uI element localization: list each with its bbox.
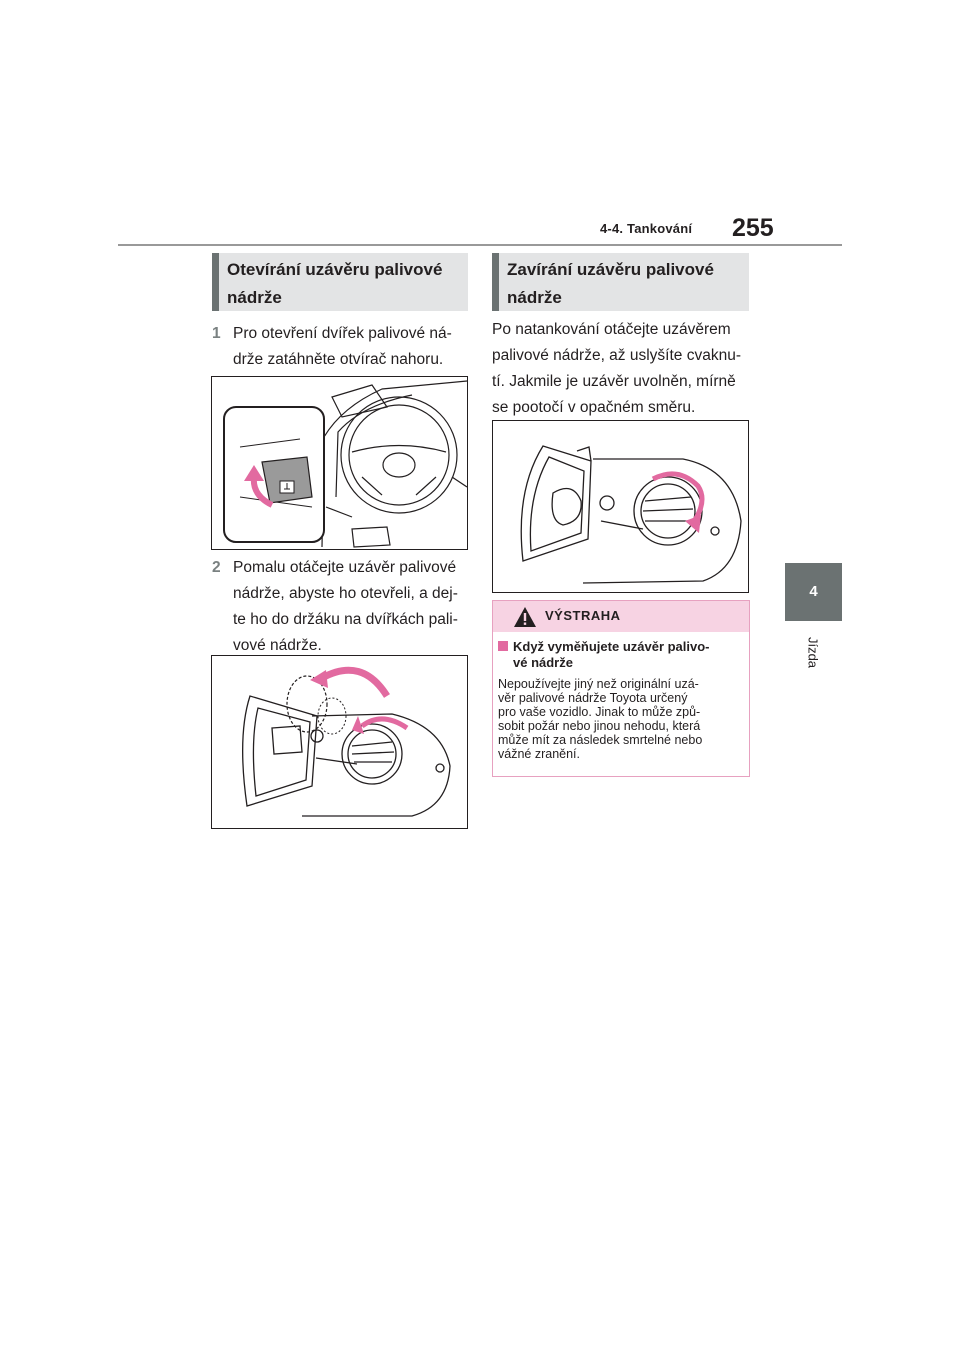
paragraph-line: palivové nádrže, až uslyšíte cvaknu- <box>492 347 741 364</box>
warning-title: VÝSTRAHA <box>545 608 621 623</box>
page-number: 255 <box>732 214 774 242</box>
chapter-number: 4 <box>809 583 818 600</box>
warning-line: sobit požár nebo jinou nehodu, která <box>498 719 701 733</box>
heading-closing <box>492 253 749 311</box>
section-title: 4-4. Tankování <box>600 221 693 236</box>
warning-triangle-icon <box>513 606 537 628</box>
step-line: te ho do držáku na dvířkách pali- <box>233 611 458 628</box>
closing-paragraph <box>492 317 754 421</box>
warning-line: věr palivové nádrže Toyota určený <box>498 691 688 705</box>
warning-body <box>498 677 743 761</box>
warning-line: může mít za následek smrtelné nebo <box>498 733 703 747</box>
heading-opening <box>212 253 468 311</box>
step-line: Pomalu otáčejte uzávěr palivové <box>233 559 457 576</box>
paragraph-line: se pootočí v opačném směru. <box>492 399 696 416</box>
warning-box <box>492 600 750 777</box>
paragraph-line: tí. Jakmile je uzávěr uvolněn, mírně <box>492 373 736 390</box>
figure-close-cap <box>492 420 749 593</box>
subheading-line: vé nádrže <box>513 655 573 670</box>
step-line: drže zatáhněte otvírač nahoru. <box>233 351 444 368</box>
step-number: 2 <box>212 559 221 576</box>
chapter-title: Jízda <box>805 636 821 669</box>
step-2 <box>212 555 470 659</box>
header-rule <box>118 244 842 246</box>
warning-line: vážné zranění. <box>498 747 580 761</box>
illustration-close-cap <box>493 421 748 592</box>
paragraph-line: Po natankování otáčejte uzávěrem <box>492 321 731 338</box>
heading-line: nádrže <box>507 288 562 307</box>
warning-line: Nepoužívejte jiný než originální uzá- <box>498 677 699 691</box>
square-bullet-icon <box>498 641 508 651</box>
step-line: Pro otevření dvířek palivové ná- <box>233 325 452 342</box>
step-number: 1 <box>212 325 221 342</box>
subheading-line: Když vyměňujete uzávěr palivo- <box>513 639 710 654</box>
warning-subheading <box>498 639 743 671</box>
figure-opener-lever <box>211 376 468 550</box>
illustration-opener-lever <box>212 377 467 549</box>
step-1 <box>212 321 470 373</box>
step-line: nádrže, abyste ho otevřeli, a dej- <box>233 585 458 602</box>
warning-header <box>493 601 749 632</box>
illustration-open-cap <box>212 656 467 828</box>
heading-line: Otevírání uzávěru palivové <box>227 260 443 279</box>
heading-line: nádrže <box>227 288 282 307</box>
step-line: vové nádrže. <box>233 637 322 654</box>
warning-line: pro vaše vozidlo. Jinak to může způ- <box>498 705 701 719</box>
heading-line: Zavírání uzávěru palivové <box>507 260 714 279</box>
figure-open-cap <box>211 655 468 829</box>
chapter-tab[interactable] <box>785 563 842 621</box>
warning-content <box>498 639 743 761</box>
